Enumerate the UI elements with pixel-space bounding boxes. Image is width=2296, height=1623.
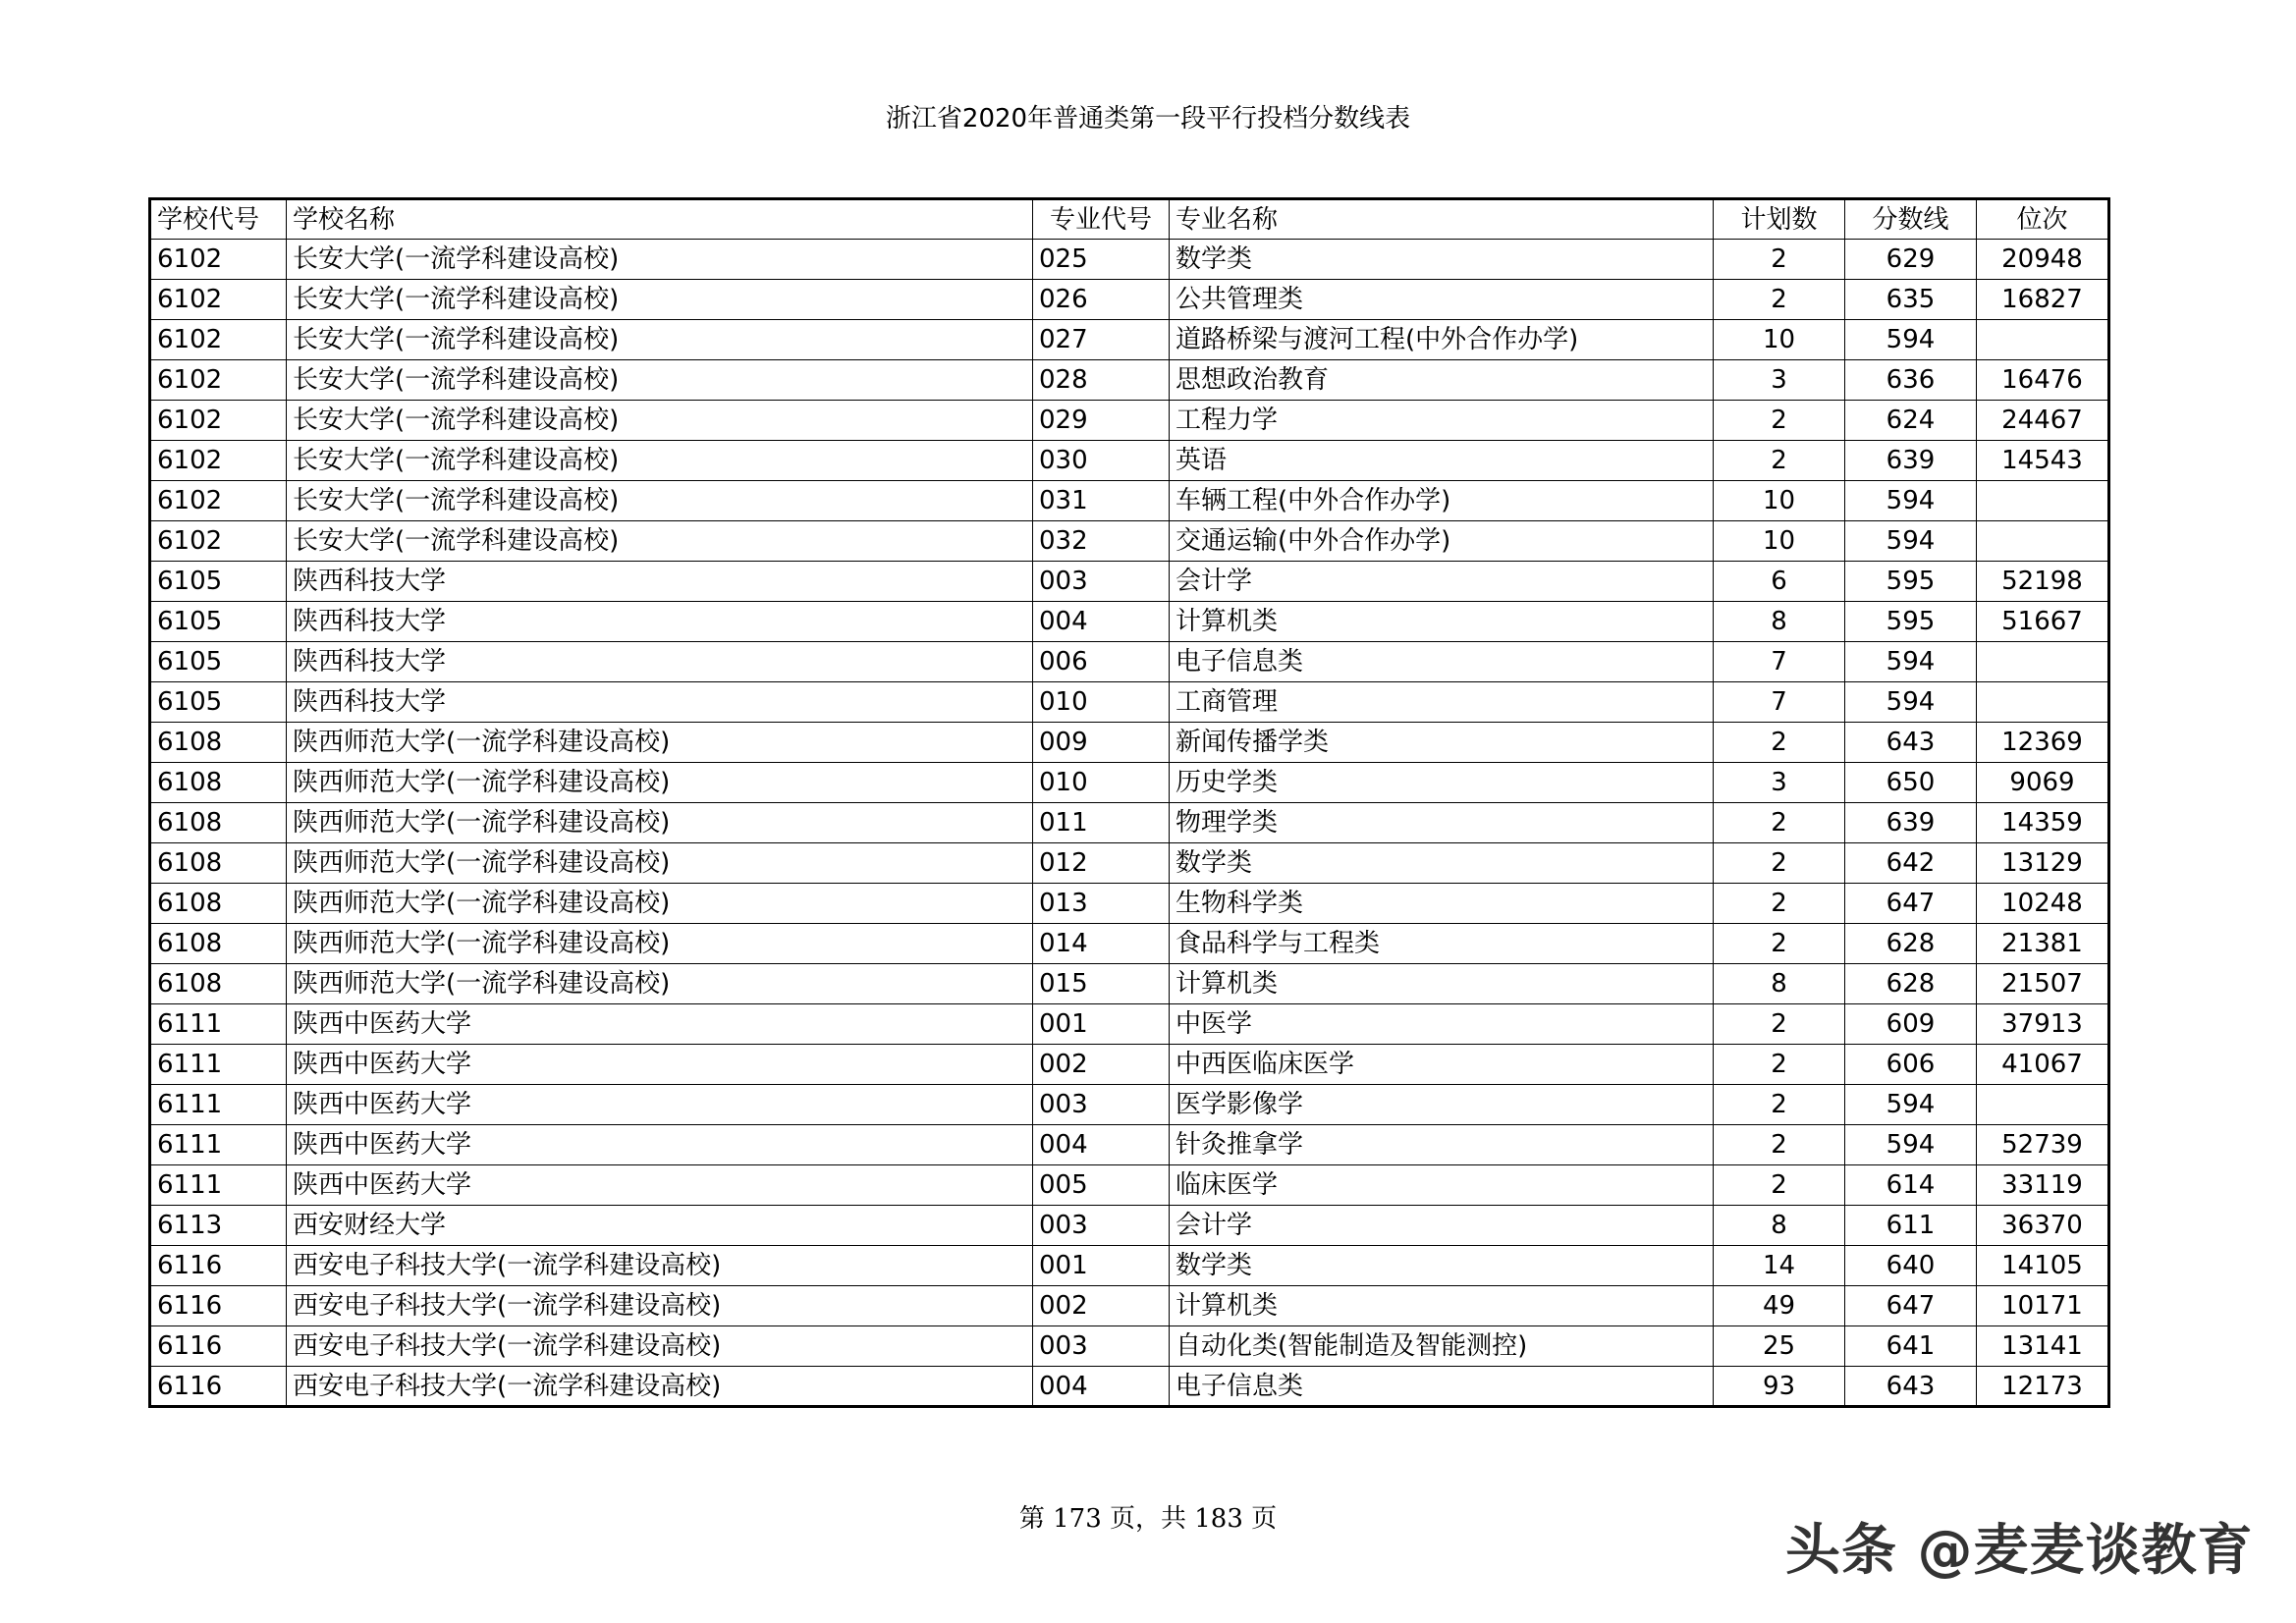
cell-score-line: 642	[1845, 843, 1977, 884]
table-row	[150, 401, 2109, 441]
cell-major-name: 针灸推拿学	[1170, 1125, 1714, 1165]
cell-score-line: 614	[1845, 1165, 1977, 1206]
cell-school-code: 6102	[150, 280, 287, 320]
cell-school-code: 6102	[150, 521, 287, 562]
cell-plan-count: 2	[1714, 1004, 1845, 1045]
cell-plan-count: 2	[1714, 884, 1845, 924]
table-row	[150, 602, 2109, 642]
cell-major-code: 012	[1033, 843, 1170, 884]
header-rank: 位次	[1977, 199, 2109, 240]
cell-major-code: 032	[1033, 521, 1170, 562]
cell-school-code: 6113	[150, 1206, 287, 1246]
cell-school-code: 6102	[150, 441, 287, 481]
cell-school-name: 西安财经大学	[287, 1206, 1033, 1246]
cell-rank: 20948	[1977, 240, 2109, 280]
cell-major-name: 物理学类	[1170, 803, 1714, 843]
cell-plan-count: 14	[1714, 1246, 1845, 1286]
cell-major-name: 数学类	[1170, 240, 1714, 280]
table-row	[150, 1367, 2109, 1407]
table-row	[150, 843, 2109, 884]
cell-plan-count: 7	[1714, 642, 1845, 682]
cell-rank: 16827	[1977, 280, 2109, 320]
cell-major-code: 002	[1033, 1286, 1170, 1326]
cell-major-name: 历史学类	[1170, 763, 1714, 803]
cell-school-code: 6111	[150, 1125, 287, 1165]
table-row	[150, 1045, 2109, 1085]
cell-school-code: 6102	[150, 360, 287, 401]
document-title: 浙江省2020年普通类第一段平行投档分数线表	[885, 104, 1411, 134]
cell-major-code: 013	[1033, 884, 1170, 924]
cell-major-code: 028	[1033, 360, 1170, 401]
table-row	[150, 1125, 2109, 1165]
cell-school-code: 6105	[150, 642, 287, 682]
cell-school-name: 陕西师范大学(一流学科建设高校)	[287, 803, 1033, 843]
cell-major-name: 临床医学	[1170, 1165, 1714, 1206]
table-row	[150, 1165, 2109, 1206]
cell-score-line: 606	[1845, 1045, 1977, 1085]
cell-plan-count: 2	[1714, 280, 1845, 320]
table-row	[150, 964, 2109, 1004]
cell-plan-count: 8	[1714, 602, 1845, 642]
cell-major-name: 新闻传播学类	[1170, 723, 1714, 763]
cell-score-line: 639	[1845, 803, 1977, 843]
cell-school-name: 陕西师范大学(一流学科建设高校)	[287, 884, 1033, 924]
cell-school-name: 陕西中医药大学	[287, 1125, 1033, 1165]
cell-rank: 36370	[1977, 1206, 2109, 1246]
cell-score-line: 611	[1845, 1206, 1977, 1246]
cell-school-code: 6105	[150, 602, 287, 642]
cell-rank	[1977, 682, 2109, 723]
table-row	[150, 562, 2109, 602]
cell-school-code: 6116	[150, 1326, 287, 1367]
cell-score-line: 641	[1845, 1326, 1977, 1367]
cell-major-name: 计算机类	[1170, 964, 1714, 1004]
cell-plan-count: 8	[1714, 1206, 1845, 1246]
cell-score-line: 640	[1845, 1246, 1977, 1286]
cell-school-code: 6102	[150, 401, 287, 441]
cell-major-code: 014	[1033, 924, 1170, 964]
cell-school-name: 陕西科技大学	[287, 562, 1033, 602]
cell-plan-count: 3	[1714, 763, 1845, 803]
cell-plan-count: 49	[1714, 1286, 1845, 1326]
cell-rank: 14105	[1977, 1246, 2109, 1286]
cell-rank: 52198	[1977, 562, 2109, 602]
cell-major-code: 004	[1033, 602, 1170, 642]
table-row	[150, 521, 2109, 562]
cell-score-line: 594	[1845, 481, 1977, 521]
cell-school-name: 陕西中医药大学	[287, 1004, 1033, 1045]
cell-school-name: 陕西师范大学(一流学科建设高校)	[287, 723, 1033, 763]
cell-school-name: 陕西中医药大学	[287, 1085, 1033, 1125]
cell-school-name: 陕西中医药大学	[287, 1165, 1033, 1206]
cell-rank	[1977, 320, 2109, 360]
cell-plan-count: 25	[1714, 1326, 1845, 1367]
cell-school-code: 6108	[150, 884, 287, 924]
cell-rank: 21381	[1977, 924, 2109, 964]
cell-school-code: 6105	[150, 562, 287, 602]
cell-rank: 9069	[1977, 763, 2109, 803]
cell-rank: 21507	[1977, 964, 2109, 1004]
cell-major-code: 003	[1033, 1085, 1170, 1125]
cell-school-name: 长安大学(一流学科建设高校)	[287, 401, 1033, 441]
header-score-line: 分数线	[1845, 199, 1977, 240]
cell-school-name: 长安大学(一流学科建设高校)	[287, 320, 1033, 360]
cell-school-code: 6111	[150, 1085, 287, 1125]
cell-score-line: 595	[1845, 562, 1977, 602]
table-row	[150, 803, 2109, 843]
cell-school-code: 6116	[150, 1367, 287, 1407]
cell-plan-count: 10	[1714, 320, 1845, 360]
cell-major-code: 003	[1033, 1326, 1170, 1367]
cell-major-name: 英语	[1170, 441, 1714, 481]
header-school-name: 学校名称	[287, 199, 1033, 240]
cell-plan-count: 2	[1714, 803, 1845, 843]
table-row	[150, 1326, 2109, 1367]
cell-school-code: 6111	[150, 1045, 287, 1085]
cell-score-line: 628	[1845, 964, 1977, 1004]
cell-major-code: 011	[1033, 803, 1170, 843]
cell-rank: 13129	[1977, 843, 2109, 884]
cell-school-name: 长安大学(一流学科建设高校)	[287, 280, 1033, 320]
cell-school-name: 陕西中医药大学	[287, 1045, 1033, 1085]
cell-score-line: 594	[1845, 1125, 1977, 1165]
cell-plan-count: 2	[1714, 401, 1845, 441]
cell-plan-count: 2	[1714, 240, 1845, 280]
cell-score-line: 595	[1845, 602, 1977, 642]
cell-school-code: 6108	[150, 763, 287, 803]
cell-school-name: 陕西科技大学	[287, 642, 1033, 682]
cell-major-name: 车辆工程(中外合作办学)	[1170, 481, 1714, 521]
page-footer: 第 173 页，共 183 页	[1018, 1504, 1278, 1534]
table-row	[150, 240, 2109, 280]
table-row	[150, 682, 2109, 723]
cell-major-code: 003	[1033, 562, 1170, 602]
cell-rank: 12173	[1977, 1367, 2109, 1407]
table-row	[150, 1085, 2109, 1125]
header-major-code: 专业代号	[1033, 199, 1170, 240]
cell-school-name: 西安电子科技大学(一流学科建设高校)	[287, 1367, 1033, 1407]
cell-school-name: 陕西师范大学(一流学科建设高校)	[287, 924, 1033, 964]
cell-rank: 16476	[1977, 360, 2109, 401]
cell-rank: 33119	[1977, 1165, 2109, 1206]
cell-plan-count: 6	[1714, 562, 1845, 602]
cell-plan-count: 93	[1714, 1367, 1845, 1407]
cell-plan-count: 3	[1714, 360, 1845, 401]
cell-plan-count: 2	[1714, 441, 1845, 481]
table-row	[150, 360, 2109, 401]
cell-rank: 12369	[1977, 723, 2109, 763]
cell-school-code: 6116	[150, 1286, 287, 1326]
cell-plan-count: 10	[1714, 521, 1845, 562]
cell-school-code: 6102	[150, 240, 287, 280]
cell-major-name: 交通运输(中外合作办学)	[1170, 521, 1714, 562]
cell-school-name: 长安大学(一流学科建设高校)	[287, 441, 1033, 481]
cell-major-code: 025	[1033, 240, 1170, 280]
cell-major-code: 006	[1033, 642, 1170, 682]
table-row	[150, 723, 2109, 763]
cell-score-line: 643	[1845, 723, 1977, 763]
cell-plan-count: 10	[1714, 481, 1845, 521]
cell-school-name: 长安大学(一流学科建设高校)	[287, 481, 1033, 521]
cell-school-code: 6108	[150, 964, 287, 1004]
cell-score-line: 594	[1845, 682, 1977, 723]
cell-major-name: 思想政治教育	[1170, 360, 1714, 401]
cell-major-code: 029	[1033, 401, 1170, 441]
cell-rank: 52739	[1977, 1125, 2109, 1165]
cell-plan-count: 2	[1714, 1085, 1845, 1125]
cell-rank: 14543	[1977, 441, 2109, 481]
cell-school-code: 6108	[150, 924, 287, 964]
cell-school-name: 长安大学(一流学科建设高校)	[287, 360, 1033, 401]
cell-school-code: 6108	[150, 803, 287, 843]
cell-major-name: 会计学	[1170, 562, 1714, 602]
table-row	[150, 320, 2109, 360]
cell-major-code: 031	[1033, 481, 1170, 521]
cell-score-line: 594	[1845, 642, 1977, 682]
cell-school-name: 陕西师范大学(一流学科建设高校)	[287, 763, 1033, 803]
table-row	[150, 481, 2109, 521]
cell-major-name: 工商管理	[1170, 682, 1714, 723]
table-row	[150, 1206, 2109, 1246]
cell-score-line: 639	[1845, 441, 1977, 481]
header-major-name: 专业名称	[1170, 199, 1714, 240]
table-body	[150, 240, 2109, 1407]
cell-score-line: 609	[1845, 1004, 1977, 1045]
cell-rank: 24467	[1977, 401, 2109, 441]
cell-rank: 41067	[1977, 1045, 2109, 1085]
cell-score-line: 629	[1845, 240, 1977, 280]
header-plan-count: 计划数	[1714, 199, 1845, 240]
table-row	[150, 1286, 2109, 1326]
cell-school-name: 陕西师范大学(一流学科建设高校)	[287, 843, 1033, 884]
cell-school-name: 西安电子科技大学(一流学科建设高校)	[287, 1326, 1033, 1367]
cell-plan-count: 2	[1714, 924, 1845, 964]
cell-rank: 14359	[1977, 803, 2109, 843]
cell-rank: 13141	[1977, 1326, 2109, 1367]
table-row	[150, 1004, 2109, 1045]
cell-major-name: 会计学	[1170, 1206, 1714, 1246]
cell-major-name: 电子信息类	[1170, 1367, 1714, 1407]
cell-major-code: 004	[1033, 1125, 1170, 1165]
cell-score-line: 635	[1845, 280, 1977, 320]
table-row	[150, 763, 2109, 803]
cell-major-name: 计算机类	[1170, 1286, 1714, 1326]
cell-major-name: 公共管理类	[1170, 280, 1714, 320]
cell-score-line: 594	[1845, 521, 1977, 562]
cell-rank	[1977, 481, 2109, 521]
cell-major-name: 工程力学	[1170, 401, 1714, 441]
cell-major-code: 004	[1033, 1367, 1170, 1407]
cell-score-line: 647	[1845, 884, 1977, 924]
cell-rank	[1977, 642, 2109, 682]
cell-rank: 37913	[1977, 1004, 2109, 1045]
cell-major-name: 数学类	[1170, 1246, 1714, 1286]
cell-plan-count: 2	[1714, 843, 1845, 884]
cell-major-code: 001	[1033, 1246, 1170, 1286]
cell-score-line: 636	[1845, 360, 1977, 401]
cell-major-code: 003	[1033, 1206, 1170, 1246]
cell-score-line: 594	[1845, 1085, 1977, 1125]
cell-school-code: 6102	[150, 481, 287, 521]
cell-major-code: 010	[1033, 763, 1170, 803]
cell-major-name: 道路桥梁与渡河工程(中外合作办学)	[1170, 320, 1714, 360]
cell-major-code: 026	[1033, 280, 1170, 320]
cell-score-line: 643	[1845, 1367, 1977, 1407]
cell-major-code: 001	[1033, 1004, 1170, 1045]
cell-rank	[1977, 1085, 2109, 1125]
table-row	[150, 642, 2109, 682]
cell-plan-count: 2	[1714, 723, 1845, 763]
cell-major-code: 005	[1033, 1165, 1170, 1206]
cell-major-name: 医学影像学	[1170, 1085, 1714, 1125]
cell-major-code: 030	[1033, 441, 1170, 481]
cell-rank: 51667	[1977, 602, 2109, 642]
cell-plan-count: 8	[1714, 964, 1845, 1004]
cell-major-code: 027	[1033, 320, 1170, 360]
cell-major-name: 生物科学类	[1170, 884, 1714, 924]
table-row	[150, 884, 2109, 924]
cell-major-name: 自动化类(智能制造及智能测控)	[1170, 1326, 1714, 1367]
cell-rank	[1977, 521, 2109, 562]
cell-score-line: 594	[1845, 320, 1977, 360]
table-row	[150, 1246, 2109, 1286]
cell-school-name: 西安电子科技大学(一流学科建设高校)	[287, 1246, 1033, 1286]
cell-major-name: 计算机类	[1170, 602, 1714, 642]
cell-score-line: 628	[1845, 924, 1977, 964]
cell-major-code: 002	[1033, 1045, 1170, 1085]
table-row	[150, 280, 2109, 320]
cell-score-line: 650	[1845, 763, 1977, 803]
cell-plan-count: 2	[1714, 1125, 1845, 1165]
admission-score-table	[148, 197, 2110, 1408]
cell-school-code: 6111	[150, 1165, 287, 1206]
cell-school-code: 6108	[150, 843, 287, 884]
cell-school-code: 6108	[150, 723, 287, 763]
cell-major-name: 中西医临床医学	[1170, 1045, 1714, 1085]
cell-school-code: 6105	[150, 682, 287, 723]
cell-plan-count: 7	[1714, 682, 1845, 723]
header-school-code: 学校代号	[150, 199, 287, 240]
cell-school-name: 陕西师范大学(一流学科建设高校)	[287, 964, 1033, 1004]
cell-score-line: 624	[1845, 401, 1977, 441]
cell-school-name: 长安大学(一流学科建设高校)	[287, 240, 1033, 280]
cell-school-code: 6111	[150, 1004, 287, 1045]
cell-major-code: 009	[1033, 723, 1170, 763]
cell-major-code: 015	[1033, 964, 1170, 1004]
cell-school-name: 长安大学(一流学科建设高校)	[287, 521, 1033, 562]
cell-plan-count: 2	[1714, 1165, 1845, 1206]
cell-score-line: 647	[1845, 1286, 1977, 1326]
table-row	[150, 924, 2109, 964]
cell-rank: 10171	[1977, 1286, 2109, 1326]
cell-plan-count: 2	[1714, 1045, 1845, 1085]
cell-school-name: 陕西科技大学	[287, 602, 1033, 642]
cell-school-name: 西安电子科技大学(一流学科建设高校)	[287, 1286, 1033, 1326]
cell-school-code: 6116	[150, 1246, 287, 1286]
cell-major-name: 中医学	[1170, 1004, 1714, 1045]
cell-major-name: 电子信息类	[1170, 642, 1714, 682]
cell-rank: 10248	[1977, 884, 2109, 924]
cell-major-name: 数学类	[1170, 843, 1714, 884]
cell-major-name: 食品科学与工程类	[1170, 924, 1714, 964]
cell-school-name: 陕西科技大学	[287, 682, 1033, 723]
table-header-row	[150, 199, 2109, 240]
watermark: 头条 @麦麦谈教育	[1785, 1519, 2254, 1583]
table-row	[150, 441, 2109, 481]
cell-school-code: 6102	[150, 320, 287, 360]
cell-major-code: 010	[1033, 682, 1170, 723]
